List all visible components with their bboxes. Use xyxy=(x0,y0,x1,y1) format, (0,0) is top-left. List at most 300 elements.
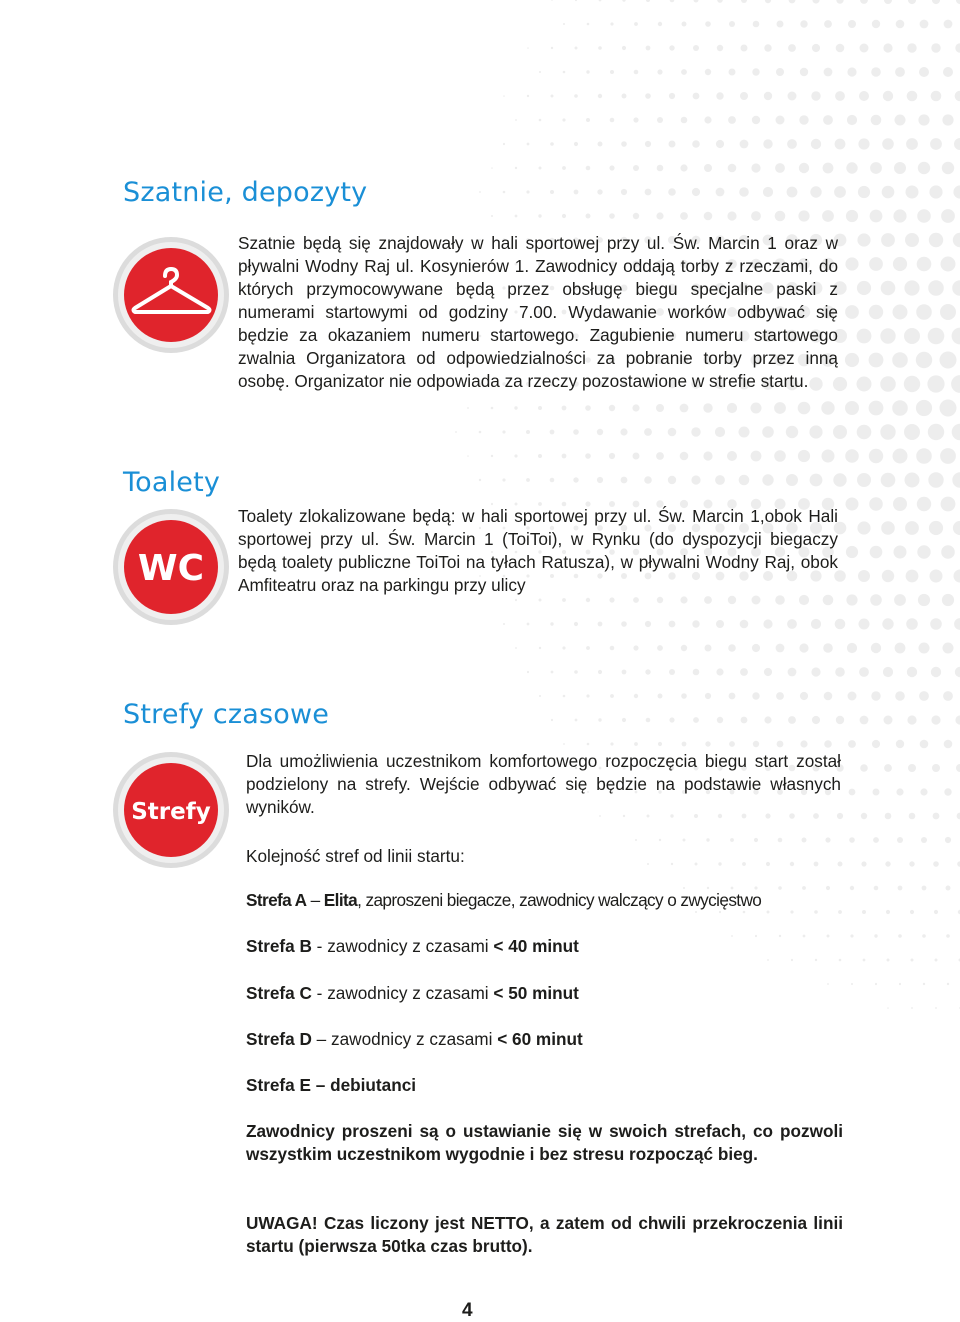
background-dot xyxy=(860,44,869,53)
background-dot xyxy=(633,117,638,122)
background-dot xyxy=(932,0,940,4)
background-dot xyxy=(778,886,782,890)
background-dot xyxy=(810,186,821,197)
background-dot xyxy=(871,691,880,700)
background-dot xyxy=(848,20,856,28)
background-dot xyxy=(704,212,713,221)
background-dot xyxy=(933,813,940,820)
background-dot xyxy=(515,647,517,649)
background-dot xyxy=(944,740,953,749)
background-dot xyxy=(869,305,883,319)
background-dot xyxy=(716,620,724,628)
background-dot xyxy=(586,214,591,219)
background-dot xyxy=(755,935,757,937)
background-dot xyxy=(845,257,858,270)
background-dot xyxy=(682,22,687,27)
background-dot xyxy=(871,115,882,126)
background-dot xyxy=(658,22,662,26)
background-dot xyxy=(851,983,853,985)
background-dot xyxy=(954,570,960,583)
background-dot xyxy=(857,233,870,246)
background-dot xyxy=(956,764,960,772)
background-dot xyxy=(455,431,457,433)
background-dot xyxy=(942,594,954,606)
background-dot xyxy=(786,426,798,438)
background-dot xyxy=(539,647,541,649)
background-dot xyxy=(918,114,929,125)
background-dot xyxy=(919,643,930,654)
background-dot xyxy=(836,0,843,4)
background-dot xyxy=(775,211,786,222)
background-dot xyxy=(718,862,721,865)
background-dot xyxy=(941,497,956,512)
background-dot xyxy=(873,837,879,843)
background-dot xyxy=(907,43,916,52)
background-dot xyxy=(551,671,554,674)
background-dot xyxy=(634,742,638,746)
hanger-badge xyxy=(112,236,230,354)
background-dot xyxy=(835,139,846,150)
background-dot xyxy=(815,959,817,961)
background-dot xyxy=(883,43,892,52)
background-dot xyxy=(833,425,847,439)
background-dot xyxy=(693,45,699,51)
background-dot xyxy=(751,211,761,221)
background-dot xyxy=(563,743,565,745)
zone-d-name: Strefa D xyxy=(246,1029,312,1049)
background-dot xyxy=(610,646,615,651)
background-dot xyxy=(575,719,578,722)
background-dot xyxy=(825,837,830,842)
background-dot xyxy=(811,91,820,100)
background-dot xyxy=(622,670,627,675)
background-dot xyxy=(869,449,883,463)
background-dot xyxy=(586,694,589,697)
background-dot xyxy=(717,717,723,723)
background-dot xyxy=(633,645,638,650)
background-dot xyxy=(906,186,919,199)
background-dot xyxy=(812,716,820,724)
background-dot xyxy=(883,91,893,101)
background-dot xyxy=(790,910,793,913)
background-dot xyxy=(941,209,955,223)
background-dot xyxy=(657,597,663,603)
background-dot xyxy=(953,185,960,198)
background-dot xyxy=(774,450,786,462)
background-dot xyxy=(681,693,687,699)
background-dot xyxy=(669,93,675,99)
background-dot xyxy=(776,644,785,653)
background-dot xyxy=(935,959,938,962)
background-dot xyxy=(909,813,916,820)
background-dot xyxy=(909,861,914,866)
background-dot xyxy=(917,545,930,558)
background-dot xyxy=(846,210,858,222)
background-dot xyxy=(875,983,877,985)
background-dot xyxy=(691,475,700,484)
background-dot xyxy=(799,163,809,173)
background-dot xyxy=(788,716,796,724)
background-dot xyxy=(622,94,627,99)
background-dot xyxy=(479,479,481,481)
background-dot xyxy=(491,167,493,169)
background-dot xyxy=(928,424,944,440)
background-dot xyxy=(527,47,529,49)
background-dot xyxy=(957,813,960,820)
background-dot xyxy=(693,669,700,676)
background-dot xyxy=(845,305,859,319)
background-dot xyxy=(945,837,951,843)
background-dot xyxy=(729,741,735,747)
background-dot xyxy=(788,44,796,52)
background-dot xyxy=(846,498,859,511)
background-dot xyxy=(904,424,920,440)
background-dot xyxy=(845,449,859,463)
background-dot xyxy=(836,44,845,53)
background-dot xyxy=(870,162,882,174)
hanger-icon xyxy=(112,236,230,354)
background-dot xyxy=(671,863,673,865)
background-dot xyxy=(810,474,823,487)
background-dot xyxy=(882,570,894,582)
background-dot xyxy=(586,118,590,122)
background-dot xyxy=(823,163,834,174)
background-dot xyxy=(931,667,941,677)
background-dot xyxy=(683,839,686,842)
background-dot xyxy=(705,645,712,652)
zone-b-rest: zawodnicy z czasami xyxy=(327,936,493,956)
background-dot xyxy=(656,212,663,219)
background-dot xyxy=(809,425,822,438)
background-dot xyxy=(739,187,749,197)
background-dot xyxy=(669,621,676,628)
background-dot xyxy=(586,166,591,171)
background-dot xyxy=(885,861,890,866)
background-dot xyxy=(847,115,857,125)
background-dot xyxy=(681,645,687,651)
zone-d xyxy=(246,1028,583,1051)
background-dot xyxy=(778,838,783,843)
background-dot xyxy=(928,280,944,296)
szatnie-body: Szatnie będą się znajdowały w hali sportowej przy ul. Św. Marcin 1 oraz w pływalni Wodny Raj ul. Kosynierów 1. Zawodnicy oddają torby z rzeczami, do których przymocowywane będą przez obsługę biegu specjalne paski z numerami startowymi od godziny 7.00. Wydawanie worków odbywać się będzie za okazaniem numeru startowego. Zagubienie numeru startowego zwalnia Organizatora od odpowiedzialności za pobranie torby przez inną osobę. Organizator nie odpowiada za rzeczy pozostawione w strefie startu. xyxy=(238,232,838,393)
background-dot xyxy=(789,0,796,3)
background-dot xyxy=(562,118,565,121)
background-dot xyxy=(930,138,942,150)
background-dot xyxy=(871,67,881,77)
background-dot xyxy=(575,47,578,50)
background-dot xyxy=(916,448,932,464)
background-dot xyxy=(692,620,699,627)
zone-e-sep: – xyxy=(311,1075,330,1095)
background-dot xyxy=(838,862,843,867)
background-dot xyxy=(573,477,578,482)
background-dot xyxy=(598,718,601,721)
wc-badge xyxy=(112,508,230,626)
background-dot xyxy=(857,473,871,487)
background-dot xyxy=(563,695,566,698)
background-dot xyxy=(847,67,856,76)
background-dot xyxy=(526,190,529,193)
background-dot xyxy=(798,210,809,221)
background-dot xyxy=(739,427,750,438)
background-dot xyxy=(682,742,687,747)
background-dot xyxy=(610,694,614,698)
background-dot xyxy=(944,788,951,795)
background-dot xyxy=(857,329,872,344)
background-dot xyxy=(633,597,639,603)
background-dot xyxy=(645,621,651,627)
background-dot xyxy=(621,189,627,195)
background-dot xyxy=(894,162,906,174)
background-dot xyxy=(869,257,883,271)
background-dot xyxy=(527,95,529,97)
zone-e-name: Strefa E xyxy=(246,1075,311,1095)
background-dot xyxy=(775,163,785,173)
background-dot xyxy=(538,406,542,410)
background-dot xyxy=(752,116,760,124)
background-dot xyxy=(598,142,603,147)
zones-order-label: Kolejność stref od linii startu: xyxy=(246,845,465,868)
background-dot xyxy=(634,70,639,75)
background-dot xyxy=(550,142,554,146)
background-dot xyxy=(857,521,870,534)
background-dot xyxy=(562,166,566,170)
strefy-badge xyxy=(112,751,230,869)
background-dot xyxy=(895,643,906,654)
background-dot xyxy=(940,352,957,369)
background-dot xyxy=(527,143,530,146)
background-dot xyxy=(928,472,943,487)
strefy-intro: Dla umożliwienia uczestnikom komfortowego rozpoczęcia biegu start został podzielony na strefy. Wejście odbywać się będzie na podstawie własnych wyników. xyxy=(246,750,841,819)
background-dot xyxy=(934,910,938,914)
background-dot xyxy=(574,142,578,146)
background-dot xyxy=(918,162,930,174)
background-dot xyxy=(610,118,615,123)
background-dot xyxy=(776,116,785,125)
background-dot xyxy=(905,521,919,535)
background-dot xyxy=(597,429,603,435)
zone-a-name: Strefa A xyxy=(246,890,306,910)
background-dot xyxy=(586,598,590,602)
background-dot xyxy=(858,570,870,582)
background-dot xyxy=(551,719,553,721)
background-dot xyxy=(920,788,927,795)
background-dot xyxy=(860,0,868,4)
background-dot xyxy=(822,210,834,222)
background-dot xyxy=(727,403,737,413)
background-dot xyxy=(539,71,541,73)
background-dot xyxy=(893,209,906,222)
background-dot xyxy=(646,0,650,2)
background-dot xyxy=(563,71,566,74)
background-dot xyxy=(940,400,957,417)
background-dot xyxy=(835,667,845,677)
background-dot xyxy=(928,328,945,345)
background-dot xyxy=(824,20,832,28)
background-dot xyxy=(777,21,784,28)
background-dot xyxy=(880,376,896,392)
background-dot xyxy=(597,477,603,483)
wc-badge-text: WC xyxy=(138,548,204,589)
background-dot xyxy=(515,167,517,169)
background-dot xyxy=(881,521,895,535)
background-dot xyxy=(849,837,855,843)
background-dot xyxy=(863,959,866,962)
zone-c xyxy=(246,982,579,1005)
background-dot xyxy=(906,570,919,583)
zone-a-rest: , zaproszeni biegacze, zawodnicy walczący o zwycięstwo xyxy=(357,890,761,910)
background-dot xyxy=(705,21,711,27)
background-dot xyxy=(811,619,821,629)
background-dot xyxy=(658,742,662,746)
background-dot xyxy=(906,618,918,630)
background-dot xyxy=(955,715,960,724)
background-dot xyxy=(491,407,494,410)
background-dot xyxy=(680,596,687,603)
background-dot xyxy=(911,959,914,962)
background-dot xyxy=(827,935,830,938)
background-dot xyxy=(933,861,939,867)
zone-b-name: Strefa B xyxy=(246,936,312,956)
background-dot xyxy=(728,116,736,124)
background-dot xyxy=(791,959,793,961)
background-dot xyxy=(715,427,725,437)
background-dot xyxy=(846,546,858,558)
background-dot xyxy=(798,450,810,462)
background-dot xyxy=(882,138,894,150)
background-dot xyxy=(860,764,868,772)
background-dot xyxy=(892,352,908,368)
background-dot xyxy=(562,598,566,602)
background-dot xyxy=(753,741,759,747)
background-dot xyxy=(635,839,637,841)
background-dot xyxy=(479,191,481,193)
background-dot xyxy=(695,863,698,866)
page-number: 4 xyxy=(462,1300,473,1322)
background-dot xyxy=(885,813,892,820)
background-dot xyxy=(680,212,688,220)
background-dot xyxy=(870,210,883,223)
background-dot xyxy=(838,910,842,914)
background-dot xyxy=(954,618,960,630)
background-dot xyxy=(762,426,774,438)
background-dot xyxy=(764,92,772,100)
background-dot xyxy=(562,646,565,649)
background-dot xyxy=(645,189,652,196)
background-dot xyxy=(503,623,505,625)
background-dot xyxy=(870,546,883,559)
background-dot xyxy=(872,740,880,748)
background-dot xyxy=(896,740,904,748)
background-dot xyxy=(896,20,905,29)
background-dot xyxy=(935,1007,937,1009)
background-dot xyxy=(668,188,676,196)
background-dot xyxy=(645,93,651,99)
background-dot xyxy=(848,740,856,748)
background-dot xyxy=(550,190,554,194)
background-dot xyxy=(927,375,944,392)
background-dot xyxy=(764,716,771,723)
background-dot xyxy=(905,233,919,247)
background-dot xyxy=(861,813,867,819)
background-dot xyxy=(705,69,711,75)
background-dot xyxy=(740,620,749,629)
background-dot xyxy=(693,717,699,723)
background-dot xyxy=(953,521,960,535)
background-dot xyxy=(763,139,772,148)
background-dot xyxy=(633,453,640,460)
background-dot xyxy=(741,0,747,3)
background-dot xyxy=(943,691,953,701)
background-dot xyxy=(850,886,854,890)
background-dot xyxy=(931,43,940,52)
background-dot xyxy=(645,141,651,147)
background-dot xyxy=(922,886,927,891)
background-dot xyxy=(706,838,709,841)
background-dot xyxy=(887,1007,889,1009)
background-dot xyxy=(740,668,748,676)
background-dot xyxy=(586,70,589,73)
zone-c-rest: zawodnicy z czasami xyxy=(327,983,493,1003)
background-dot xyxy=(622,718,626,722)
background-dot xyxy=(633,213,639,219)
background-dot xyxy=(550,430,555,435)
background-dot xyxy=(657,165,664,172)
background-dot xyxy=(515,599,517,601)
background-dot xyxy=(826,886,830,890)
background-dot xyxy=(857,377,872,392)
background-dot xyxy=(884,716,893,725)
background-dot xyxy=(716,188,725,197)
background-dot xyxy=(858,186,870,198)
background-dot xyxy=(491,455,493,457)
background-dot xyxy=(598,622,603,627)
background-dot xyxy=(952,328,960,345)
background-dot xyxy=(931,715,940,724)
background-dot xyxy=(729,21,735,27)
background-dot xyxy=(812,44,820,52)
background-dot xyxy=(766,862,770,866)
zone-c-sep: - xyxy=(312,983,327,1003)
background-dot xyxy=(800,20,807,27)
background-dot xyxy=(729,693,736,700)
zone-d-sep: – xyxy=(312,1029,331,1049)
strefy-badge-circle xyxy=(112,751,230,869)
background-dot xyxy=(669,669,675,675)
background-dot xyxy=(727,451,737,461)
background-dot xyxy=(764,668,772,676)
background-dot xyxy=(491,215,493,217)
background-dot xyxy=(657,117,663,123)
heading-strefy: Strefy czasowe xyxy=(123,699,329,730)
background-dot xyxy=(644,428,652,436)
background-dot xyxy=(514,454,517,457)
background-dot xyxy=(502,478,505,481)
background-dot xyxy=(729,69,736,76)
background-dot xyxy=(658,694,663,699)
background-dot xyxy=(573,429,579,435)
background-dot xyxy=(610,22,613,25)
background-dot xyxy=(955,43,960,52)
background-dot xyxy=(752,692,759,699)
background-dot xyxy=(955,667,960,677)
background-dot xyxy=(946,886,951,891)
background-dot xyxy=(883,667,893,677)
background-dot xyxy=(882,618,893,629)
background-dot xyxy=(845,401,859,415)
background-dot xyxy=(943,67,953,77)
background-dot xyxy=(727,211,736,220)
